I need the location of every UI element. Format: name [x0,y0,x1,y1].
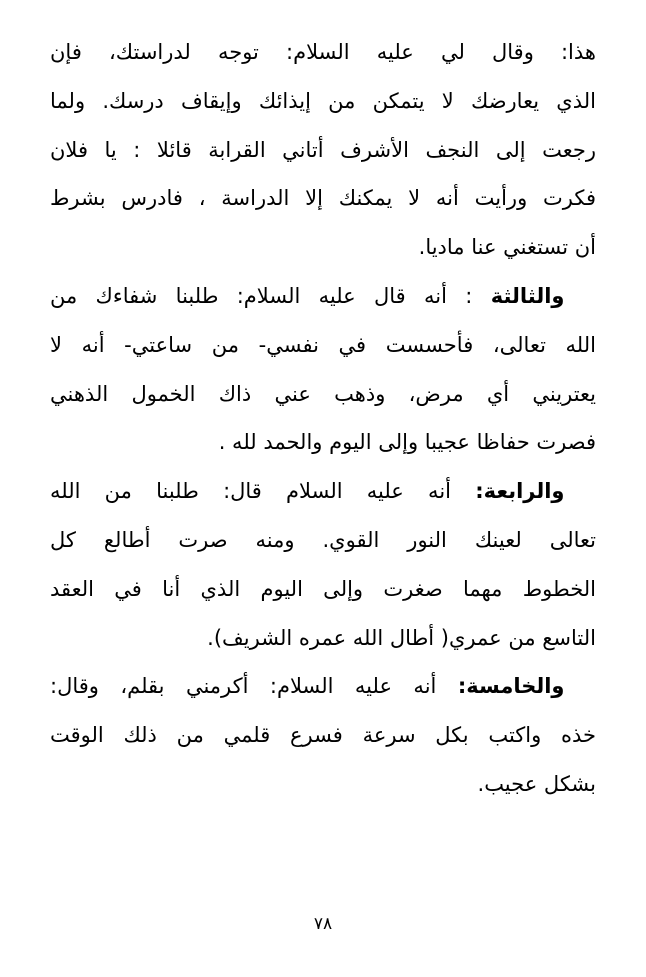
paragraph-continuation [50,28,596,272]
page-number: ٧٨ [313,914,333,934]
text-line: الله تعالى، فأحسست في نفسي- من ساعتي- أنه لا [50,332,596,357]
text-line: أنه عليه السلام: أكرمني بقلم، وقال: [50,674,458,699]
text-line: تعالى لعينك النور القوي. ومنه صرت أطالع كل [50,527,596,552]
text-line: خذه واكتب بكل سرعة فسرع قلمي من ذلك الوقت [50,723,596,748]
text-line: أنه عليه السلام قال: طلبنا من الله [50,479,476,504]
paragraph-lead: والخامسة: [457,674,565,699]
paragraph-third [50,272,596,467]
paragraph-fifth [50,662,596,808]
text-line: الخطوط مهما صغرت وإلى اليوم الذي أنا في العقد [50,576,596,601]
text-line: فصرت حفاظا عجيبا وإلى اليوم والحمد لله . [218,430,596,455]
body-text [50,28,596,809]
text-line-with-lead [50,662,596,711]
text-line: : أنه قال عليه السلام: طلبنا شفاءك من [50,283,491,308]
paragraph-fourth [50,467,596,662]
text-line: التاسع من عمري( أطال الله عمره الشريف). [207,625,596,650]
text-line: الذي يعارضك لا يتمكن من إيذائك وإيقاف درسك. ولما [50,88,596,113]
text-line: أن تستغني عنا ماديا. [418,235,596,260]
paragraph-lead: والرابعة: [475,479,565,504]
text-line-with-lead [50,272,596,321]
text-line: رجعت إلى النجف الأشرف أتاني القرابة قائلا : يا فلان [50,137,596,162]
text-line: هذا: وقال لي عليه السلام: توجه لدراستك، فإن [50,40,596,64]
paragraph-lead: والثالثة [490,283,565,308]
text-line: يعتريني أي مرض، وذهب عني ذاك الخمول الذهني [50,381,596,406]
text-line-with-lead [50,467,596,516]
text-line: بشكل عجيب. [477,771,596,796]
text-line: فكرت ورأيت أنه لا يمكنك إلا الدراسة ، فادرس بشرط [50,186,596,211]
